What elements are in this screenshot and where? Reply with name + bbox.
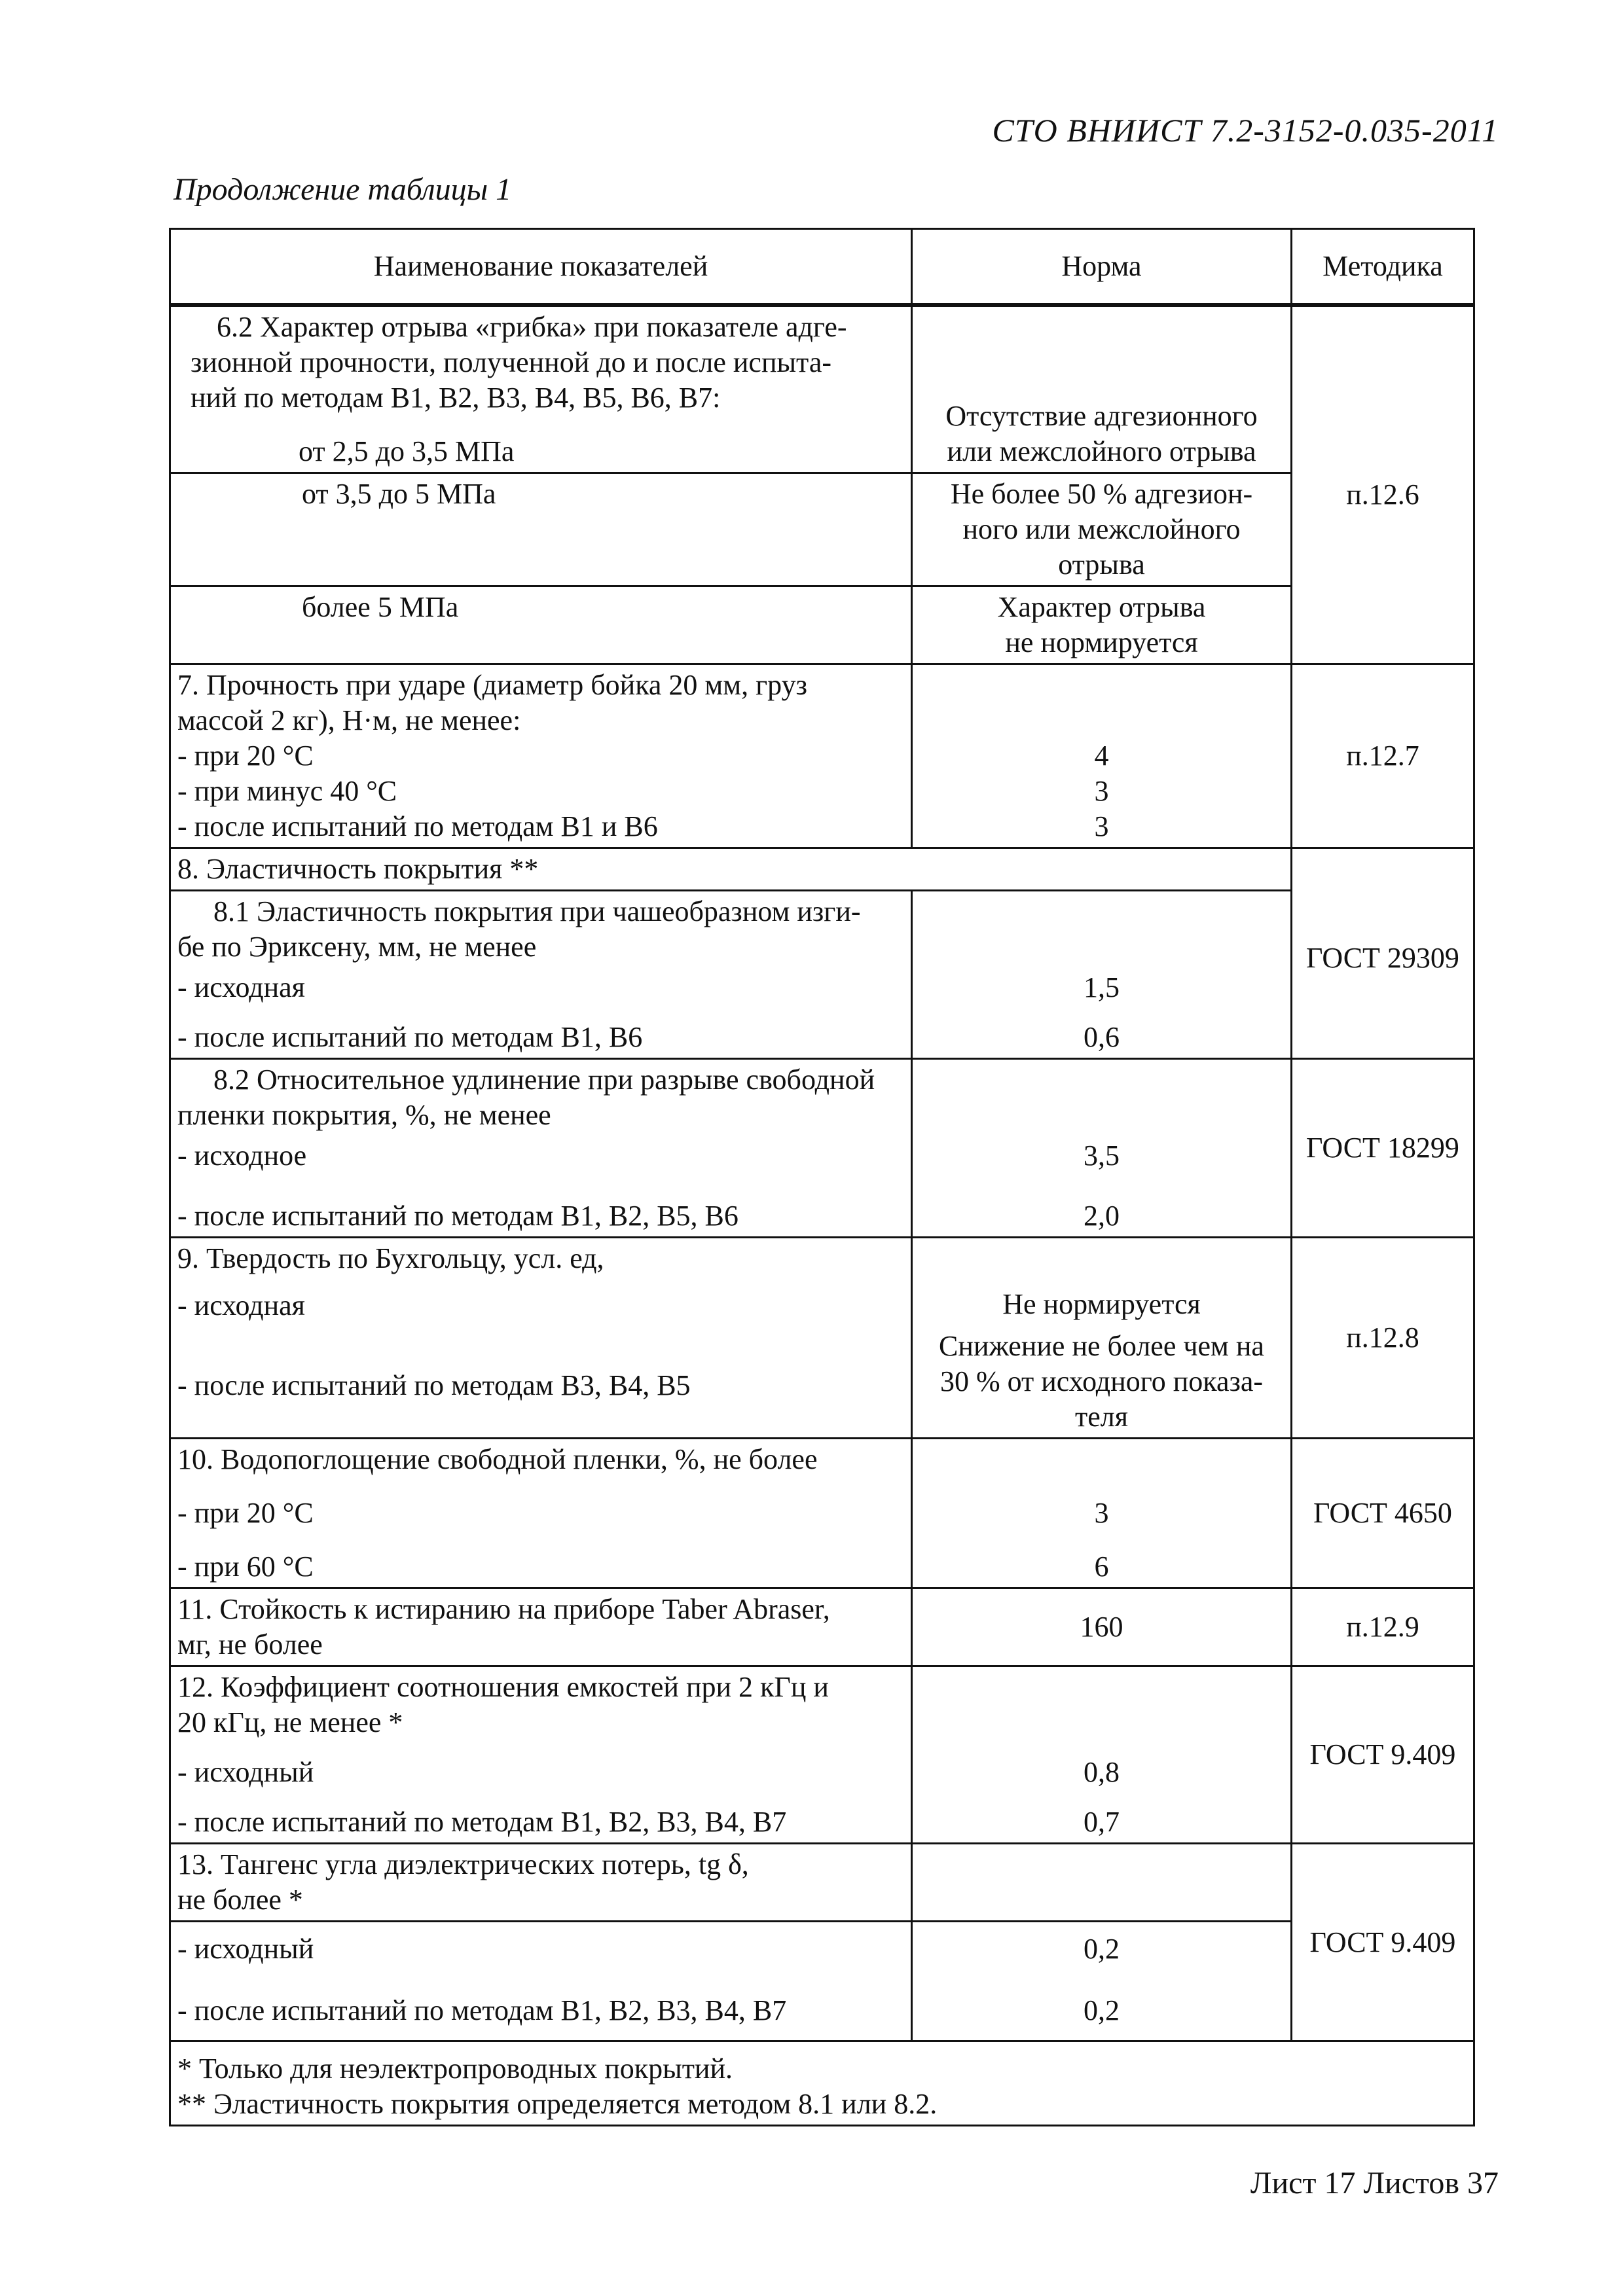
row-8-1-method: ГОСТ 29309 [1292,848,1474,1059]
row-9-name: 9. Твердость по Бухгольцу, усл. ед, - исходная - после испытаний по методам В3, В4, В5 [170,1238,912,1439]
row-6-2-method: п.12.6 [1292,305,1474,664]
table-row [170,848,1474,891]
row-7-name: 7. Прочность при ударе (диаметр бойка 20 мм, груз массой 2 кг), Н·м, не менее: - при 20 °С - при минус 40 °С - после испытаний по методам В1 и В6 [170,664,912,848]
table-notes: * Только для неэлектропроводных покрытий. ** Эластичность покрытия определяется методом 8.1 или 8.2. [170,2041,1474,2126]
row-13-items: - исходный - после испытаний по методам В1, В2, В3, В4, В7 [170,1922,912,2041]
row-13-empty-norm [912,1844,1292,1922]
row-8-1-norms: 1,5 0,6 [912,891,1292,1059]
row-8-2-norms: 3,5 2,0 [912,1059,1292,1238]
table-row [170,1922,1474,2041]
row-6-2-b-label: от 3,5 до 5 МПа [170,473,912,586]
document-code: СТО ВНИИСТ 7.2-3152-0.035-2011 [992,112,1499,149]
col-header-name: Наименование показателей [170,229,912,306]
table-row [170,664,1474,848]
row-13-method: ГОСТ 9.409 [1292,1844,1474,2041]
indicators-table [169,228,1473,2126]
table-row [170,473,1474,586]
col-header-norm: Норма [912,229,1292,306]
table-row [170,1238,1474,1439]
row-6-2-c-label: более 5 МПа [170,586,912,664]
row-13-title: 13. Тангенс угла диэлектрических потерь, tg δ, не более * [170,1844,912,1922]
table-row [170,586,1474,664]
row-13-norms: 0,2 0,2 [912,1922,1292,2041]
table-row [170,891,1474,1059]
row-10-method: ГОСТ 4650 [1292,1439,1474,1588]
row-9-method: п.12.8 [1292,1238,1474,1439]
row-7-norms: 4 3 3 [912,664,1292,848]
table-header-row [170,229,1474,306]
row-6-2-a-label: от 2,5 до 3,5 МПа [299,435,515,467]
row-8-2-method: ГОСТ 18299 [1292,1059,1474,1238]
table-row [170,1059,1474,1238]
row-7-method: п.12.7 [1292,664,1474,848]
row-9-norms: Не нормируется Снижение не более чем на 30 % от исходного показа- теля [912,1238,1292,1439]
row-6-2-a-norm: Отсутствие адгезионного или межслойного отрыва [912,305,1292,473]
sheet-number: Лист 17 Листов 37 [1250,2166,1499,2200]
table-row [170,1666,1474,1844]
row-11-norm: 160 [912,1588,1292,1666]
row-6-2-b-norm: Не более 50 % адгезион- ного или межслойного отрыва [912,473,1292,586]
table-row [170,305,1474,473]
table-row [170,1439,1474,1588]
row-6-2-c-norm: Характер отрыва не нормируется [912,586,1292,664]
row-10-norms: 3 6 [912,1439,1292,1588]
table-row [170,1588,1474,1666]
row-8-1-name: 8.1 Эластичность покрытия при чашеобразном изги- бе по Эриксену, мм, не менее - исходная - после испытаний по методам В1, В6 [170,891,912,1059]
row-12-norms: 0,8 0,7 [912,1666,1292,1844]
row-6-2-title: 6.2 Характер отрыва «грибка» при показателе адге- зионной прочности, полученной до и после испыта- ний по методам В1, В2, В3, В4, В5, В6, В7: от 2,5 до 3,5 МПа [170,305,912,473]
table-notes-row [170,2041,1474,2126]
row-11-name: 11. Стойкость к истиранию на приборе Taber Abraser, мг, не более [170,1588,912,1666]
row-10-name: 10. Водопоглощение свободной пленки, %, не более - при 20 °С - при 60 °С [170,1439,912,1588]
row-12-name: 12. Коэффициент соотношения емкостей при 2 кГц и 20 кГц, не менее * - исходный - после испытаний по методам В1, В2, В3, В4, В7 [170,1666,912,1844]
row-8-title: 8. Эластичность покрытия ** [170,848,1292,891]
row-11-method: п.12.9 [1292,1588,1474,1666]
col-header-method: Методика [1292,229,1474,306]
table-continuation-caption: Продолжение таблицы 1 [173,172,512,207]
table-row [170,1844,1474,1922]
row-8-2-name: 8.2 Относительное удлинение при разрыве свободной пленки покрытия, %, не менее - исходное - после испытаний по методам В1, В2, В5, В6 [170,1059,912,1238]
row-12-method: ГОСТ 9.409 [1292,1666,1474,1844]
